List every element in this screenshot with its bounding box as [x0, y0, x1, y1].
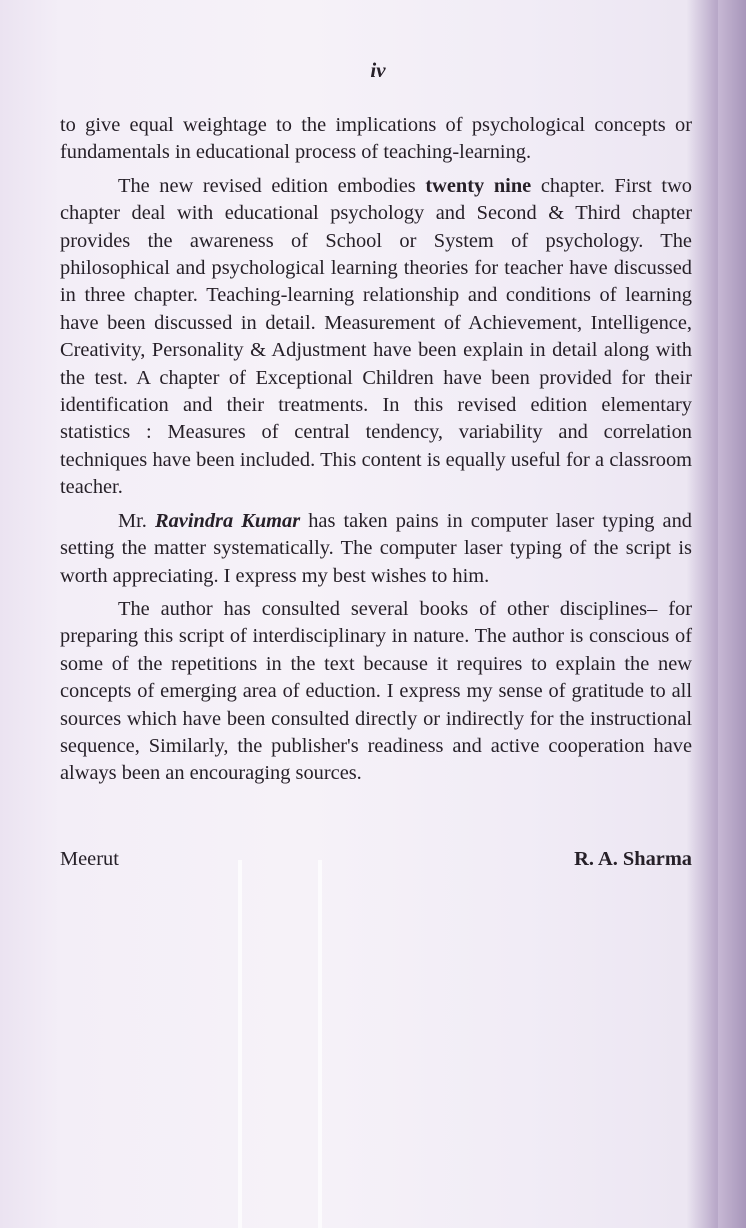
- scan-streak: [238, 860, 242, 1228]
- signature-place: Meerut: [60, 848, 119, 870]
- typist-name: Ravindra Kumar: [154, 509, 301, 532]
- paragraph-1: to give equal weightage to the implications of psychological concepts or fundamentals in educational process of teaching-learning.: [60, 114, 692, 164]
- scan-streak: [318, 860, 322, 1228]
- chapter-count: twenty nine: [425, 174, 532, 197]
- paragraph-2: The new revised edition embodies twenty nine chapter. First two chapter deal with educational psychology and Second & Third chapter provides the awareness of School or System of psychology. The philosophical and psychological learning theories for teacher have discussed in three chapter. Teaching-learning relationship and conditions of learning have been discussed in detail. Measurement of Achievement, Intelligence, Creativity, Personality & Adjustment have been explain in detail along with the test. A chapter of Exceptional Children have been provided for their identification and their treatments. In this revised edition elementary statistics : Measures of central tendency, variability and correlation techniques have been included. This content is equally useful for a classroom teacher.: [60, 174, 692, 499]
- paragraph-4: The author has consulted several books of other disciplines– for preparing this script of interdisciplinary in nature. The author is conscious of some of the repetitions in the text because it requires to explain the new concepts of emerging area of eduction. I express my sense of gratitude to all sources which have been consulted directly or indirectly for the instructional sequence, Similarly, the publisher's readiness and active cooperation have always been an encouraging sources.: [60, 597, 692, 785]
- paragraph-3: Mr. Ravindra Kumar has taken pains in computer laser typing and setting the matter systematically. The computer laser typing of the script is worth appreciating. I express my best wishes to him.: [60, 509, 692, 587]
- page-edge: [718, 0, 746, 1228]
- signature-line: [60, 848, 692, 871]
- page-number: iv: [370, 58, 386, 82]
- signature-author: R. A. Sharma: [574, 848, 692, 870]
- preface-body: [60, 112, 692, 794]
